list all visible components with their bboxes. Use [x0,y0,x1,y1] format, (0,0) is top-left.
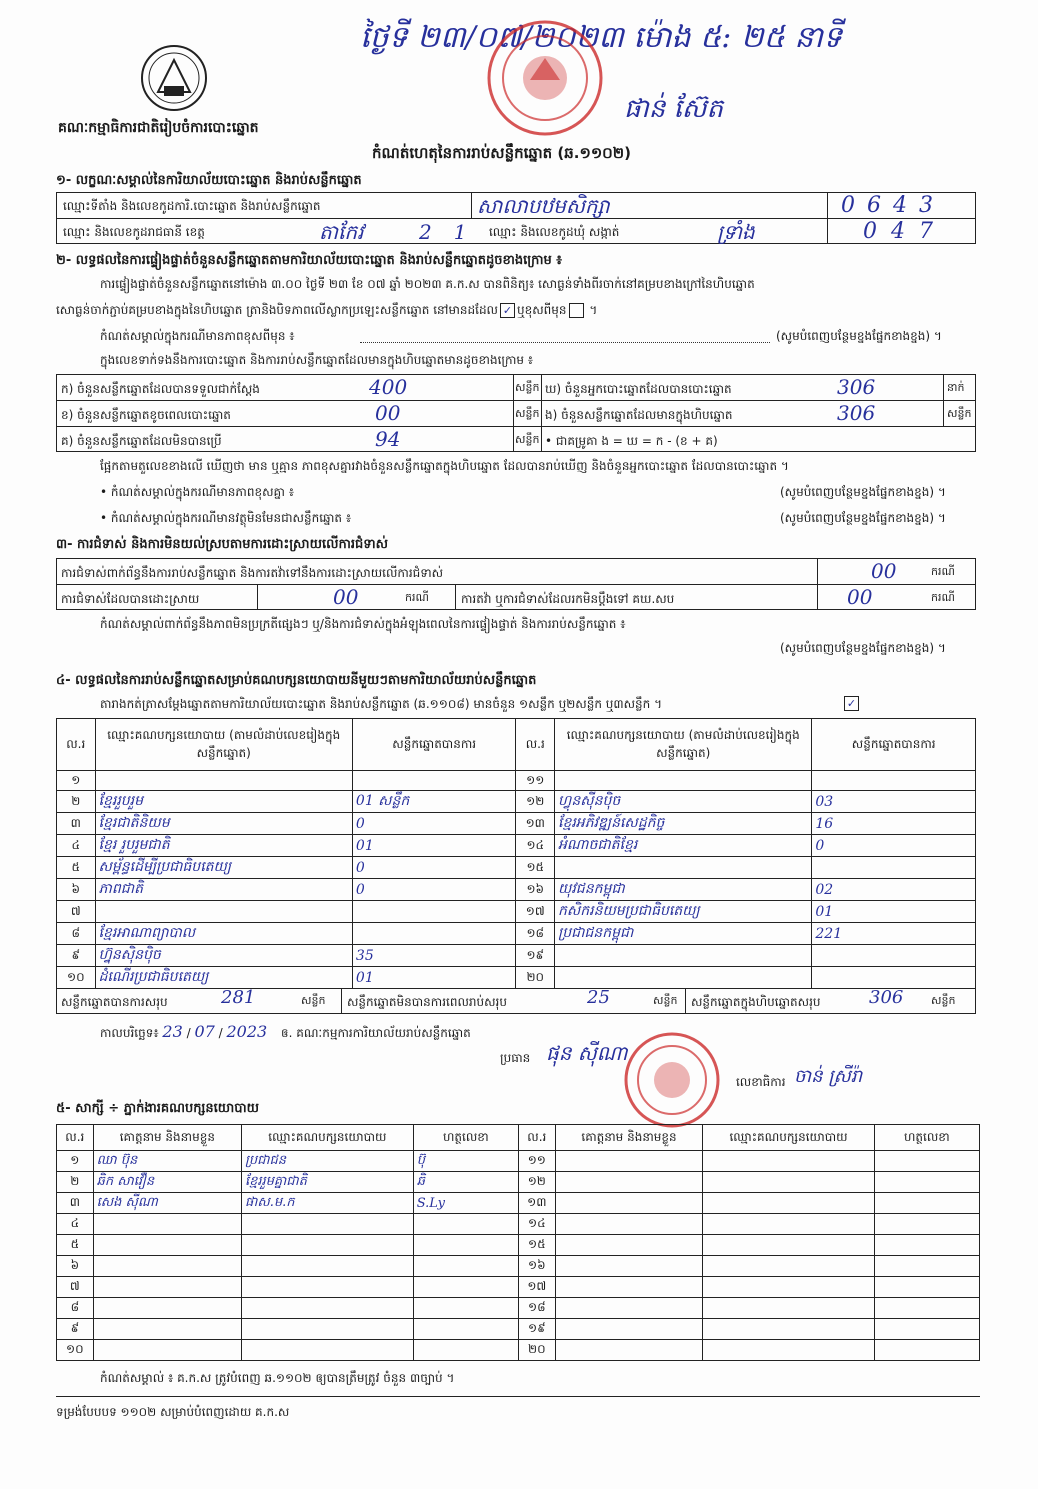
witness-signature [413,1319,518,1340]
bullet-difference: • កំណត់សម្គាល់ក្នុងករណីមានភាពខុសគ្នា ៖ [100,485,295,499]
row-number: ១១ [518,1151,555,1172]
committee-seal-stamp [612,1028,732,1128]
witness-signature [874,1214,979,1235]
witness-party [703,1214,874,1235]
witness-signature [874,1256,979,1277]
witness-signature [413,1298,518,1319]
row-number: ៥ [57,1235,94,1256]
witness-name [93,1277,241,1298]
witness-signature [874,1277,979,1298]
form-title: កំណត់ហេតុនៃការរាប់សន្លឹកឆ្នោត (ឆ.១១០២) [372,144,632,162]
objections-label: ការជំទាស់ពាក់ព័ន្ធនឹងការរាប់សន្លឹកឆ្នោត និងការតវ៉ាទៅនឹងការដោះស្រាយលើការជំទាស់ [61,566,444,580]
handwritten-name: ផាន់ ស៊ែត [624,94,724,124]
row-number: ៣ [57,1193,94,1214]
box-total-value: 306 [869,987,904,1008]
row-number: ១៣ [516,813,555,835]
col-votes: សន្លឹកឆ្នោតបានការ [352,719,516,771]
party-name: អំណាចជាតិខ្មែរ [555,835,812,857]
row-number: ៦ [57,1256,94,1277]
invalid-total-value: 25 [587,987,610,1008]
row-number: ១២ [516,791,555,813]
witness-name: ឆិក សាវឿន [93,1172,241,1193]
witness-name [555,1298,703,1319]
witness-note: កំណត់សម្គាល់ ៖ គ.ក.ស ត្រូវបំពេញ ឆ.១១០២ ឲ្យបានត្រឹមត្រូវ ចំនួន ៣ច្បាប់ ។ [100,1371,455,1385]
results-row [57,901,976,923]
party-name [95,901,352,923]
col-signature: ហត្ថលេខា [874,1125,979,1151]
party-name: ប្រជាជនកម្ពុជា [555,923,812,945]
witness-name [93,1319,241,1340]
witness-row [57,1340,980,1361]
province-value: តាកែវ [319,220,364,244]
results-row [57,813,976,835]
row-number: ៧ [57,1277,94,1298]
spoiled-ballots-value: 00 [375,401,401,425]
party-name: ខ្មែរអាណាព្យាបាល [95,923,352,945]
party-name: ហ្វ៊ុនស៊ិនប៉ិច [95,945,352,967]
row-number: ១៥ [518,1235,555,1256]
witness-signature [874,1340,979,1361]
valid-total-value: 281 [221,987,256,1008]
unit: សន្លឹក [515,381,540,394]
row-number: ១៧ [518,1277,555,1298]
witness-party [703,1319,874,1340]
party-name: ដំណើរប្រជាធិបតេយ្យ [95,967,352,989]
witness-name [555,1340,703,1361]
unit: ករណី [931,591,955,604]
unused-ballots-label: គ) ចំនួនសន្លឹកឆ្នោតដែលមិនបានប្រើ [61,434,222,448]
witness-name [93,1340,241,1361]
vote-count: 01 [352,835,516,857]
col-number: ល.រ [57,1125,94,1151]
witness-signature: ប៊ុ [413,1151,518,1172]
witness-signature [874,1193,979,1214]
col-party: ឈ្មោះគណបក្សនយោបាយ [242,1125,414,1151]
comparison-line: ផ្អែកតាមតួលេខខាងលើ ឃើញថា មាន ឬគ្មាន ភាពខុសគ្នារវាងចំនួនសន្លឹកឆ្នោតក្នុងហិបឆ្នោត ដែលបានរាប់ឃើញ និងចំនួនអ្នកបោះឆ្នោត ដែលបានបោះឆ្នោត ។ [100,459,789,473]
irregularity-note: កំណត់សម្គាល់ពាក់ព័ន្ធនឹងភាពមិនប្រក្រតីផ្សេងៗ ឬ/និងការជំទាស់ក្នុងអំឡុងពេលនៃការផ្ទៀងផ្ទាត់ និងការរាប់សន្លឹកឆ្នោត ៖ [100,617,626,631]
row-number: ៨ [57,1298,94,1319]
box-total-label: សន្លឹកឆ្នោតក្នុងហិបឆ្នោតសរុប [691,995,821,1009]
three-sheets-checkbox: ✓ [844,696,859,711]
counts-box [56,374,976,452]
vote-count: 0 [812,835,976,857]
received-ballots-label: ក) ចំនួនសន្លឹកឆ្នោតដែលបានទទួលជាក់ស្ដែង [61,382,260,396]
section-4-heading: ៤- លទ្ធផលនៃការរាប់សន្លឹកឆ្នោតសម្រាប់គណបក្សនយោបាយនីមួយៗតាមការិយាល័យរាប់សន្លឹកឆ្នោត [56,673,537,688]
witness-signature [874,1172,979,1193]
date-year: 2023 [226,1022,268,1041]
received-ballots-value: 400 [369,375,408,399]
witness-party [242,1319,414,1340]
unit: នាក់ [947,381,965,394]
vote-count: 16 [812,813,976,835]
witness-signature [413,1214,518,1235]
col-signature: ហត្ថលេខា [413,1125,518,1151]
col-name: គោត្តនាម និងនាមខ្លួន [555,1125,703,1151]
commune-code: 047 [863,219,947,244]
vote-count: 35 [352,945,516,967]
witness-name [555,1193,703,1214]
note-tail: (សូមបំពេញបន្ថែមខ្នងផ្នែកខាងខ្នង) ។ [780,485,946,499]
verification-line-1: ការផ្ទៀងផ្ទាត់ចំនួនសន្លឹកឆ្នោតនៅម៉ោង ៣.០០ ថ្ងៃទី ២៣ ខែ ០៧ ឆ្នាំ ២០២៣ គ.ក.ស បានពិនិត្យ៖ សោធ្ងន់ទាំងពីរចាក់នៅគម្របខាងក្រៅនៃហិបឆ្នោត [100,277,755,291]
party-name: សម្ព័ន្ធដើម្បីប្រជាធិបតេយ្យ [95,857,352,879]
party-name [555,967,812,989]
row-number: ១៩ [518,1319,555,1340]
party-name: ហ្វុនស៊ីនប៉ិច [555,791,812,813]
witness-row [57,1214,980,1235]
col-party: ឈ្មោះគណបក្សនយោបាយ (តាមលំដាប់លេខរៀងក្នុងសន្លឹកឆ្នោត) [95,719,352,771]
witness-signature [413,1235,518,1256]
party-name [555,771,812,791]
results-row [57,857,976,879]
witness-name [555,1256,703,1277]
voters-label: ឃ) ចំនួនអ្នកបោះឆ្នោតដែលបានបោះឆ្នោត [545,382,732,396]
formula: • ជាគម្រូគា ង = ឃ = ក - (ខ + គ) [545,434,718,448]
row-number: ១ [57,1151,94,1172]
results-row [57,967,976,989]
results-row [57,923,976,945]
witness-row [57,1151,980,1172]
witness-party [703,1340,874,1361]
section-1-heading: ១- លក្ខណៈសម្គាល់នៃការិយាល័យបោះឆ្នោត និងរាប់សន្លឹកឆ្នោត [56,173,362,188]
chair-signature: ផុន ស៊ីណា [546,1041,628,1065]
results-row [57,945,976,967]
totals-row [56,988,976,1014]
witness-party [242,1298,414,1319]
row-number: ១ [57,771,96,791]
vote-count [352,923,516,945]
witness-name [555,1235,703,1256]
witness-signature [874,1235,979,1256]
col-party: ឈ្មោះគណបក្សនយោបាយ (តាមលំដាប់លេខរៀងក្នុងសន្លឹកឆ្នោត) [555,719,812,771]
footer-divider [56,1396,980,1397]
bullet-non-ballot: • កំណត់សម្គាល់ក្នុងករណីមានវត្ថុមិនមែនជាសន្លឹកឆ្នោត ៖ [100,511,352,525]
vote-count [812,857,976,879]
appeal-value: 00 [847,585,873,609]
changed-checkbox [569,303,584,318]
vote-count: 0 [352,857,516,879]
witness-party [703,1172,874,1193]
voters-value: 306 [837,375,876,399]
witness-name: សេង ស៊ីណា [93,1193,241,1214]
witness-name [93,1235,241,1256]
note-tail: (សូមបំពេញបន្ថែមខ្នងផ្នែកខាងខ្នង) ។ [776,329,942,343]
resolved-label: ការជំទាស់ដែលបានដោះស្រាយ [61,592,200,606]
party-name [95,771,352,791]
witness-party [703,1235,874,1256]
row-number: ៧ [57,901,96,923]
unused-ballots-value: 94 [375,427,401,451]
date-month: 07 [194,1022,215,1041]
witness-signature [413,1256,518,1277]
section-2-heading: ២- លទ្ធផលនៃការផ្ទៀងផ្ទាត់ចំនួនសន្លឹកឆ្នោតតាមការិយាល័យបោះឆ្នោត និងរាប់សន្លឹកឆ្នោតដូចខាងក្រោម ៖ [56,253,562,268]
date-row: កាលបរិច្ឆេទ៖ 23 / 07 / 2023 ឲ. គណៈកម្មការការិយាល័យរាប់សន្លឹកឆ្នោត [100,1022,471,1041]
row-number: ៣ [57,813,96,835]
party-name: កសិករនិយមប្រជាធិបតេយ្យ [555,901,812,923]
row-number: ១៨ [516,923,555,945]
location-code: 0643 [841,193,945,218]
secretary-label: លេខាធិការ [736,1075,786,1089]
party-name: ភាពជាតិ [95,879,352,901]
witness-name [555,1214,703,1235]
row-number: ៨ [57,923,96,945]
box-ballots-label: ង) ចំនួនសន្លឹកឆ្នោតដែលមានក្នុងហិបឆ្នោត [545,408,733,422]
party-name [555,857,812,879]
witness-party [242,1214,414,1235]
party-name: ខ្មែរអភិវឌ្ឍន៍សេដ្ឋកិច្ច [555,813,812,835]
row-number: ៦ [57,879,96,901]
vote-count: 03 [812,791,976,813]
witness-party [703,1193,874,1214]
official-seal-stamp [485,18,605,138]
witness-row [57,1256,980,1277]
witness-name: ឈា ប៊ុន [93,1151,241,1172]
vote-count [812,967,976,989]
row-number: ២០ [518,1340,555,1361]
witness-name [555,1151,703,1172]
witness-signature [413,1277,518,1298]
witness-name [555,1172,703,1193]
verification-line-2: សោធ្ងន់ចាក់ភ្ជាប់គម្របខាងក្នុងនៃហិបឆ្នោត ត្រានិងបិទភាពលើស្លាកប្រឡេះសន្លឹកឆ្នោត នៅមានដដែល ✓ ឬខុសពីមុន ។ [56,303,598,317]
row-number: ១០ [57,967,96,989]
witness-table [56,1124,980,1361]
counts-intro: ក្នុងលេខទាក់ទងនឹងការបោះឆ្នោត និងការរាប់សន្លឹកឆ្នោតដែលមានក្នុងហិបឆ្នោតមានដូចខាងក្រោម ៖ [100,353,534,367]
results-row [57,879,976,901]
vote-count: 01 [352,967,516,989]
row-number: ១៦ [518,1256,555,1277]
witness-party [703,1298,874,1319]
row-number: ៤ [57,835,96,857]
vote-count: 02 [812,879,976,901]
unit: ករណី [405,591,429,604]
secretary-signature: ចាន់ ស្រីរ៉ា [794,1066,863,1087]
note-line [360,342,770,343]
witness-name [93,1298,241,1319]
vote-count: 0 [352,813,516,835]
witness-name [93,1214,241,1235]
vote-count: 221 [812,923,976,945]
row-number: ១៣ [518,1193,555,1214]
unit: សន្លឹក [931,994,956,1007]
witness-name [555,1319,703,1340]
row-number: ១៤ [518,1214,555,1235]
section-5-heading: ៥- សាក្សី ÷ ភ្នាក់ងារគណបក្សនយោបាយ [56,1101,259,1116]
row-number: ៤ [57,1214,94,1235]
province-label: ឈ្មោះ និងលេខកូដរាជធានី ខេត្ត [63,225,205,239]
witness-signature [874,1298,979,1319]
witness-signature [413,1340,518,1361]
row-number: ៩ [57,1319,94,1340]
location-value: សាលាបឋមសិក្សា [477,194,610,218]
note-tail: (សូមបំពេញបន្ថែមខ្នងផ្នែកខាងខ្នង) ។ [780,511,946,525]
commune-label: ឈ្មោះ និងលេខកូដឃុំ សង្កាត់ [489,225,620,239]
unit: សន្លឹក [301,994,326,1007]
row-number: ១៨ [518,1298,555,1319]
spoiled-ballots-label: ខ) ចំនួនសន្លឹកឆ្នោតខូចពេលបោះឆ្នោត [61,408,231,422]
witness-signature: S.Ly [413,1193,518,1214]
note-tail: (សូមបំពេញបន្ថែមខ្នងផ្នែកខាងខ្នង) ។ [780,641,946,655]
box-ballots-value: 306 [837,401,876,425]
resolved-value: 00 [333,585,359,609]
witness-signature: ឆិ [413,1172,518,1193]
unit: ករណី [931,565,955,578]
col-number: ល.រ [57,719,96,771]
col-number: ល.រ [518,1125,555,1151]
same-checkbox: ✓ [500,303,515,318]
difference-note: កំណត់សម្គាល់ក្នុងករណីមានភាពខុសពីមុន ៖ [100,329,295,343]
col-number: ល.រ [516,719,555,771]
commune-value: ទ្រាំង [717,220,755,244]
appeal-label: ការតវ៉ា ឬការជំទាស់ដែលរកមិនប្ដឹងទៅ គឃ.សប [461,592,675,606]
unit: សន្លឹក [515,433,540,446]
party-name: ខ្មែរ រួបរួមជាតិ [95,835,352,857]
row-number: ២ [57,1172,94,1193]
vote-count [352,901,516,923]
col-name: គោត្តនាម និងនាមខ្លួន [93,1125,241,1151]
unit: សន្លឹក [653,994,678,1007]
vote-count [352,771,516,791]
row-number: ១០ [57,1340,94,1361]
organization-name: គណៈកម្មាធិការជាតិរៀបចំការបោះឆ្នោត [58,120,259,136]
witness-name [555,1277,703,1298]
witness-party: ប្រជាជន [242,1151,414,1172]
witness-party [242,1277,414,1298]
witness-party: ផាស.ម.ក [242,1193,414,1214]
results-row [57,835,976,857]
row-number: ១៥ [516,857,555,879]
witness-signature [874,1151,979,1172]
row-number: ២ [57,791,96,813]
row-number: ១១ [516,771,555,791]
invalid-total-label: សន្លឹកឆ្នោតមិនបានការពេលរាប់សរុប [347,995,507,1009]
vote-count [812,945,976,967]
witness-party: ខ្មែររួមគ្នាជាតិ [242,1172,414,1193]
witness-row [57,1277,980,1298]
party-name [555,945,812,967]
row-number: ១៦ [516,879,555,901]
row-number: ១៤ [516,835,555,857]
vote-count: 0 [352,879,516,901]
col-party: ឈ្មោះគណបក្សនយោបាយ [703,1125,874,1151]
party-name: ខ្មែររួបរួម [95,791,352,813]
col-votes: សន្លឹកឆ្នោតបានការ [812,719,976,771]
vote-count: 01 [812,901,976,923]
unit: សន្លឹក [515,407,540,420]
witness-party [242,1235,414,1256]
row-number: ១៧ [516,901,555,923]
vote-count: 01 សន្លឹក [352,791,516,813]
handwritten-timestamp: ថ្ងៃទី ២៣/០៧/២០២៣ ម៉ោង ៥: ២៥ នាទី [360,20,843,55]
date-day: 23 [162,1022,183,1041]
chair-label: ប្រធាន [500,1051,531,1065]
witness-party [703,1151,874,1172]
row-number: ១៩ [516,945,555,967]
vote-count [812,771,976,791]
witness-row [57,1298,980,1319]
witness-party [242,1340,414,1361]
row-number: ២០ [516,967,555,989]
witness-row [57,1172,980,1193]
witness-party [703,1256,874,1277]
row-number: ៩ [57,945,96,967]
tally-sheet-intro: តារាងកត់ត្រាសម្ដែងឆ្នោតតាមការិយាល័យបោះឆ្នោត និងរាប់សន្លឹកឆ្នោត (ឆ.១១០៨) មានចំនួន ១សន្លឹក ឬ២សន្លឹក ឬ៣សន្លឹក ។ [100,697,663,711]
witness-party [242,1256,414,1277]
witness-row [57,1319,980,1340]
row-number: ៥ [57,857,96,879]
unit: សន្លឹក [947,407,972,420]
results-table [56,718,976,989]
province-code: 21 [419,220,489,244]
witness-name [93,1256,241,1277]
party-name: ខ្មែរជាតិនិយម [95,813,352,835]
witness-signature [874,1319,979,1340]
row-number: ១២ [518,1172,555,1193]
objections-box [56,558,976,610]
emblem-logo [138,42,210,114]
objections-value: 00 [871,559,897,583]
footer-text: ទម្រង់បែបបទ ១១០២ សម្រាប់បំពេញដោយ គ.ក.ស [56,1405,290,1419]
witness-party [703,1277,874,1298]
results-row [57,791,976,813]
witness-row [57,1193,980,1214]
location-label: ឈ្មោះទីតាំង និងលេខកូដការិ.បោះឆ្នោត និងរាប់សន្លឹកឆ្នោត [63,199,321,213]
party-name: យុវជនកម្ពុជា [555,879,812,901]
section-3-heading: ៣- ការជំទាស់ និងការមិនយល់ស្របតាមការដោះស្រាយលើការជំទាស់ [56,537,388,552]
valid-total-label: សន្លឹកឆ្នោតបានការសរុប [61,995,168,1009]
witness-row [57,1235,980,1256]
section-1-box [56,192,976,244]
results-row [57,771,976,791]
